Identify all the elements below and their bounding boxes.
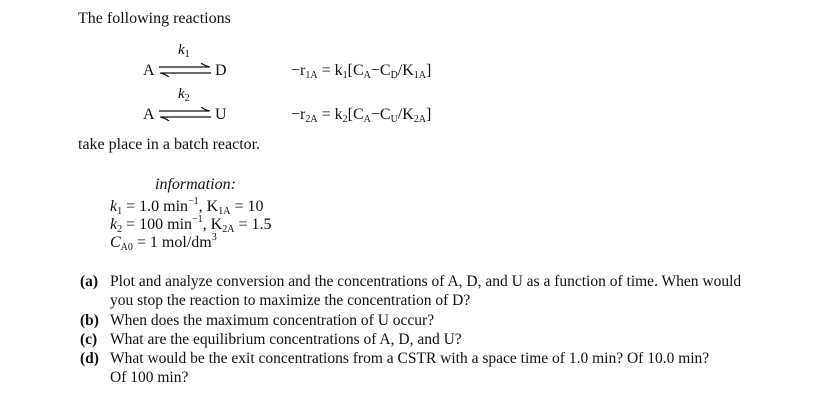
reaction-1-product: D: [215, 62, 227, 79]
intro-text: The following reactions: [78, 10, 231, 27]
rate-law-2: $-r_{2A} = k_2[C_A-C_U/K_{2A}]$: [291, 106, 432, 125]
reactor-statement: take place in a batch reactor.: [78, 136, 261, 153]
equilibrium-arrow-icon: [157, 107, 213, 121]
reaction-2-reactant: A: [143, 106, 155, 123]
question-a-continued: you stop the reaction to maximize the concentration of D?: [110, 292, 471, 309]
question-d: (d) What would be the exit concentrations from a CSTR with a space time of 1.0 min? Of 10.0 min?: [80, 350, 710, 367]
info-line-k2: $k_2 = 100$ $\min^{-1}$, $K_{2A} = 1.5$: [110, 214, 272, 235]
rate-constant-label-1: $k_1$: [178, 42, 190, 60]
reaction-2-product: U: [215, 106, 227, 123]
question-b: (b) When does the maximum concentration of U occur?: [80, 312, 435, 329]
question-a: (a) Plot and analyze conversion and the concentrations of A, D, and U as a function of time. When would: [80, 273, 742, 290]
information-heading: information:: [155, 176, 236, 193]
question-c: (c) What are the equilibrium concentrations of A, D, and U?: [80, 331, 462, 348]
rate-constant-label-2: $k_2$: [178, 86, 190, 104]
equilibrium-arrow-icon: [157, 63, 213, 77]
question-d-continued: Of 100 min?: [110, 369, 189, 386]
reaction-1-reactant: A: [143, 62, 155, 79]
rate-law-1: $-r_{1A} = k_1[C_A-C_D/K_{1A}]$: [291, 62, 432, 81]
info-line-k1: $k_1 = 1.0$ $\min^{-1}$, $K_{1A} = 10$: [110, 196, 264, 217]
info-line-ca0: $C_{A0} = 1$ mol/$dm^3$: [110, 232, 217, 253]
